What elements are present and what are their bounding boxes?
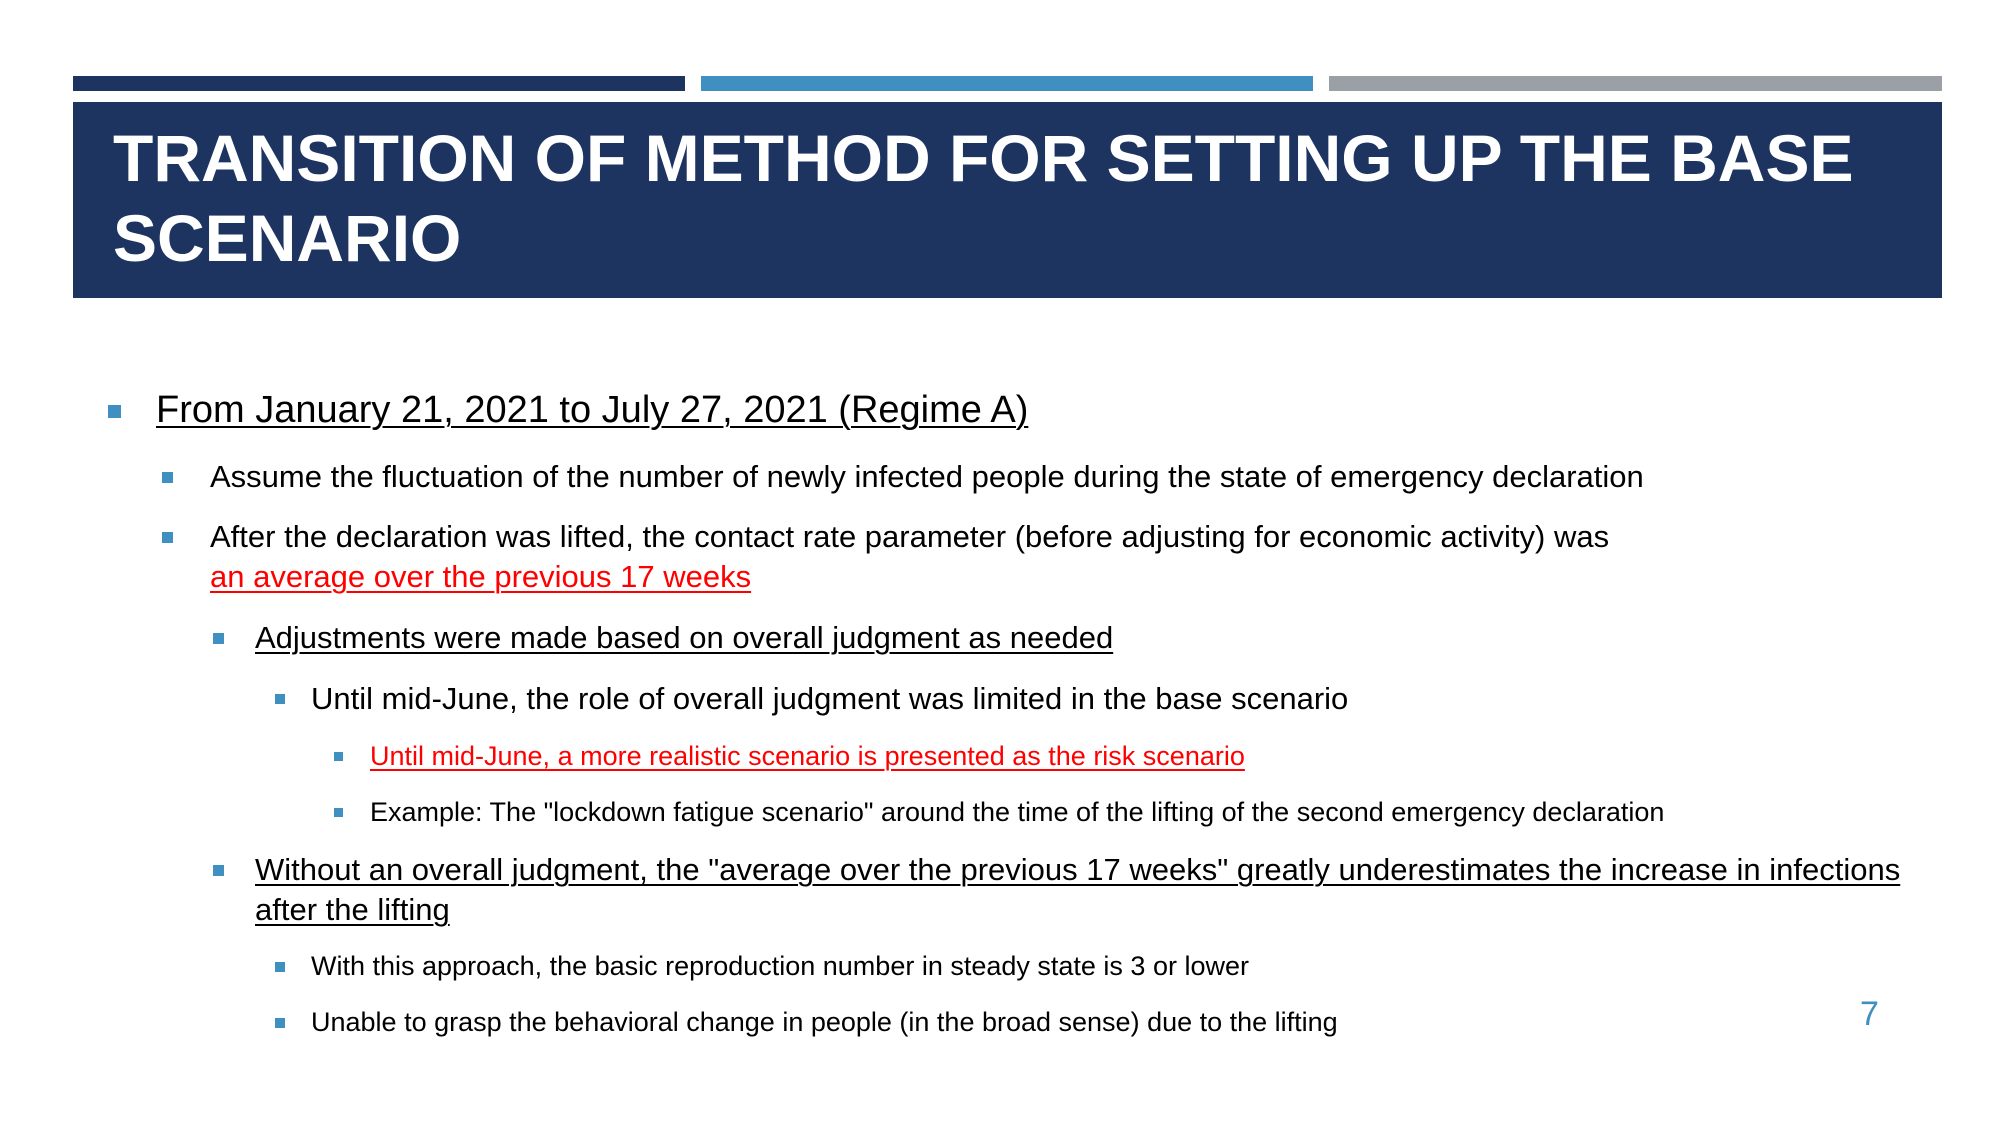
square-bullet-icon (213, 865, 224, 876)
header-bar-navy (73, 76, 685, 91)
square-bullet-icon (275, 694, 285, 704)
square-bullet-icon (213, 633, 224, 644)
page-number: 7 (1860, 995, 1879, 1033)
square-bullet-icon (162, 532, 173, 543)
square-bullet-icon (334, 808, 343, 817)
square-bullet-icon (108, 405, 121, 418)
square-bullet-icon (334, 752, 343, 761)
bullet-assume: Assume the fluctuation of the number of newly infected people during the state of emergency declaration (210, 459, 1644, 494)
bullet-adjustments: Adjustments were made based on overall judgment as needed (255, 620, 1114, 655)
bullet-risk-scenario: Until mid-June, a more realistic scenario is presented as the risk scenario (370, 741, 1245, 771)
bullet-regime-a: From January 21, 2021 to July 27, 2021 (Regime A) (156, 389, 1029, 431)
square-bullet-icon (275, 962, 285, 972)
header-bar-blue (701, 76, 1313, 91)
square-bullet-icon (162, 472, 173, 483)
square-bullet-icon (275, 1018, 285, 1028)
bullet-until-mid-june: Until mid-June, the role of overall judgment was limited in the base scenario (311, 681, 1349, 716)
bullet-reproduction: With this approach, the basic reproduction number in steady state is 3 or lower (311, 951, 1249, 981)
title-band (73, 102, 1942, 298)
average-17-weeks-highlight: an average over the previous 17 weeks (210, 559, 752, 594)
slide-title: TRANSITION OF METHOD FOR SETTING UP THE BASE SCENARIO (113, 121, 1854, 275)
bullet-example: Example: The "lockdown fatigue scenario" around the time of the lifting of the second emergency declaration (370, 797, 1665, 827)
bullet-after-lifted (210, 517, 1870, 597)
bullet-unable: Unable to grasp the behavioral change in people (in the broad sense) due to the lifting (311, 1007, 1338, 1037)
after-lifted-text: After the declaration was lifted, the contact rate parameter (before adjusting for economic activity) was (210, 519, 1610, 554)
bullet-without-judgment: Without an overall judgment, the "average over the previous 17 weeks" greatly underestimates the increase in infections after the lifting (255, 852, 1901, 927)
header-bar-gray (1329, 76, 1942, 91)
